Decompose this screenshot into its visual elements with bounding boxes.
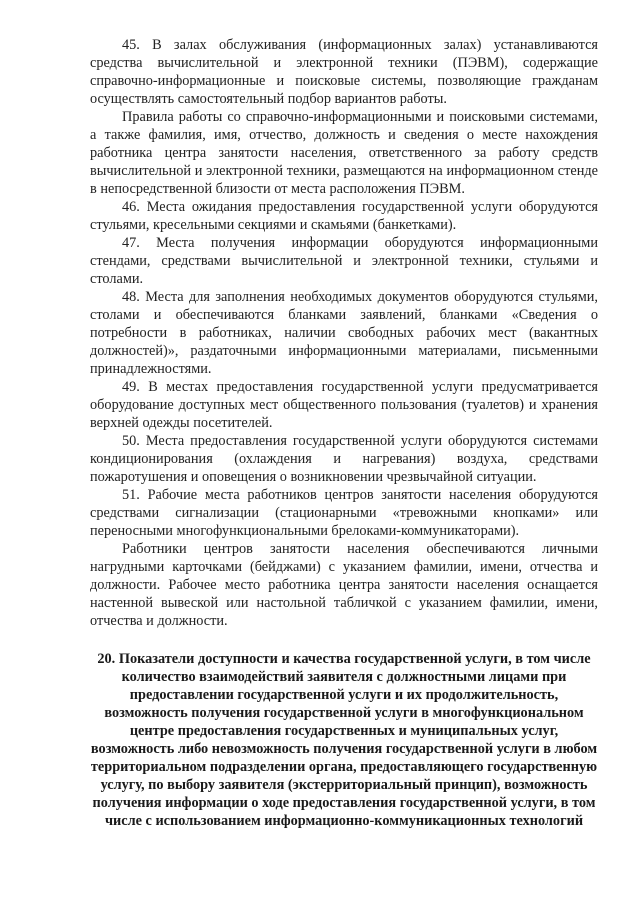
section-spacer	[90, 630, 598, 650]
paragraph-48: 48. Места для заполнения необходимых документов оборудуются стульями, столами и обеспечиваются бланками заявлений, бланками «Сведения о потребности в работниках, наличии свободных рабочих мест (вакантных должностей)», раздаточными информационными материалами, письменными принадлежностями.	[90, 289, 598, 377]
paragraph-46: 46. Места ожидания предоставления государственной услуги оборудуются стульями, кресельными секциями и скамьями (банкетками).	[90, 199, 598, 233]
section-heading: 20. Показатели доступности и качества государственной услуги, в том числе количество взаимодействий заявителя с должностными лицами при предоставлении государственной услуги и их продолжительность, возможность получения государственной услуги в многофункциональном центре предоставления государственных и муниципальных услуг, возможность либо невозможность получения государственной услуги в любом территориальном подразделении органа, предоставляющего государственную услугу, по выбору заявителя (экстерриториальный принцип), возможность получения информации о ходе предоставления государственной услуги, в том числе с использованием информационно-коммуникационных технологий	[90, 651, 598, 829]
paragraph-50: 50. Места предоставления государственной услуги оборудуются системами кондиционирования (охлаждения и нагревания) воздуха, средствами пожаротушения и оповещения о возникновении чрезвычайной ситуации.	[90, 433, 598, 485]
paragraph-45: 45. В залах обслуживания (информационных залах) устанавливаются средства вычислительной и электронной техники (ПЭВМ), содержащие справочно-информационные и поисковые системы, позволяющие гражданам осуществлять самостоятельный подбор вариантов работы.	[90, 37, 598, 107]
paragraph-49: 49. В местах предоставления государственной услуги предусматривается оборудование доступных мест общественного пользования (туалетов) и хранения верхней одежды посетителей.	[90, 379, 598, 431]
paragraph-51: 51. Рабочие места работников центров занятости населения оборудуются средствами сигнализации (стационарными «тревожными кнопками» или переносными многофункциональными брелоками-коммуникаторами).	[90, 487, 598, 539]
paragraph-badges: Работники центров занятости населения обеспечиваются личными нагрудными карточками (бейджами) с указанием фамилии, имени, отчества и должности. Рабочее место работника центра занятости населения оснащается настенной вывеской или настольной табличкой с указанием фамилии, имени, отчества и должности.	[90, 541, 598, 629]
paragraph-47: 47. Места получения информации оборудуются информационными стендами, средствами вычислительной и электронной техники, стульями и столами.	[90, 235, 598, 287]
paragraph-pevm-rules: Правила работы со справочно-информационными и поисковыми системами, а также фамилия, имя, отчество, должность и сведения о месте нахождения работника центра занятости населения, ответственного за работу средств вычислительной и электронной техники, размещаются на информационном стенде в непосредственной близости от места расположения ПЭВМ.	[90, 109, 598, 197]
